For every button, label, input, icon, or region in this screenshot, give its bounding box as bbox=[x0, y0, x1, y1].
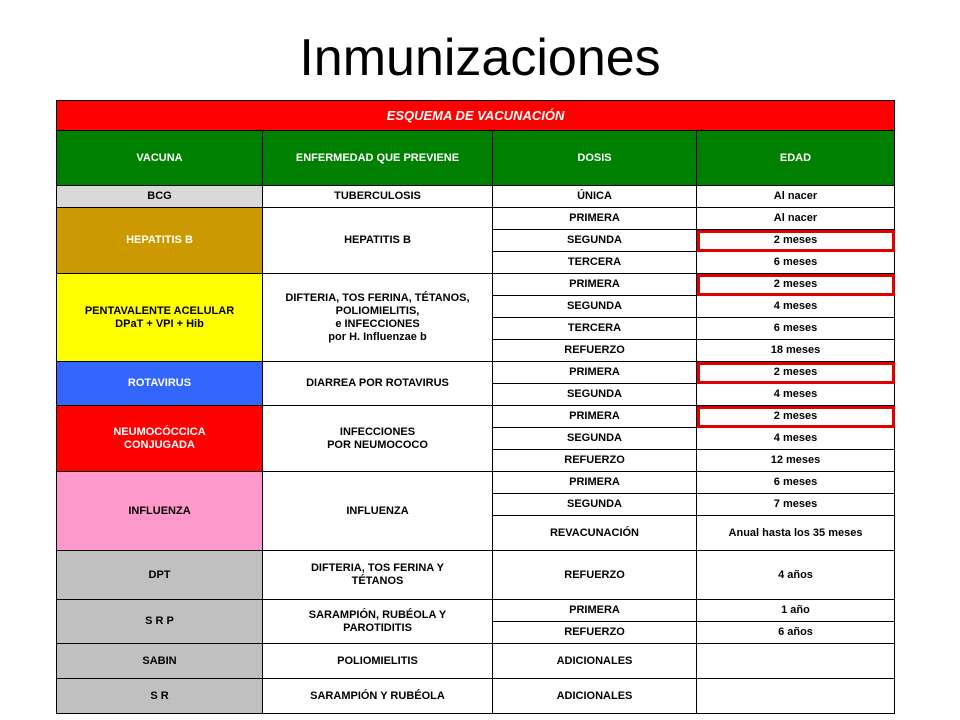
vaccine-cell: INFLUENZA bbox=[57, 472, 263, 551]
dose-cell: ADICIONALES bbox=[493, 644, 697, 679]
header-dosis: DOSIS bbox=[493, 131, 697, 186]
dose-cell: SEGUNDA bbox=[493, 428, 697, 450]
disease-cell: DIARREA POR ROTAVIRUS bbox=[263, 362, 493, 406]
dose-cell: TERCERA bbox=[493, 252, 697, 274]
table-row bbox=[57, 208, 895, 230]
disease-cell: TUBERCULOSIS bbox=[263, 186, 493, 208]
vaccine-cell: SABIN bbox=[57, 644, 263, 679]
dose-cell: PRIMERA bbox=[493, 600, 697, 622]
disease-cell: INFLUENZA bbox=[263, 472, 493, 551]
dose-cell: PRIMERA bbox=[493, 472, 697, 494]
age-cell: 6 meses bbox=[697, 318, 895, 340]
table-row bbox=[57, 644, 895, 679]
disease-cell: SARAMPIÓN Y RUBÉOLA bbox=[263, 679, 493, 714]
age-cell bbox=[697, 644, 895, 679]
disease-cell: HEPATITIS B bbox=[263, 208, 493, 274]
dose-cell: PRIMERA bbox=[493, 208, 697, 230]
dose-cell: REFUERZO bbox=[493, 450, 697, 472]
vaccine-cell: DPT bbox=[57, 551, 263, 600]
dose-cell: PRIMERA bbox=[493, 362, 697, 384]
header-vacuna: VACUNA bbox=[57, 131, 263, 186]
vaccine-cell: S R P bbox=[57, 600, 263, 644]
age-cell-highlighted: 2 meses bbox=[697, 274, 895, 296]
vaccine-cell: HEPATITIS B bbox=[57, 208, 263, 274]
header-enfermedad: ENFERMEDAD QUE PREVIENE bbox=[263, 131, 493, 186]
dose-cell: ADICIONALES bbox=[493, 679, 697, 714]
dose-cell: PRIMERA bbox=[493, 406, 697, 428]
age-cell: 4 meses bbox=[697, 384, 895, 406]
dose-cell: PRIMERA bbox=[493, 274, 697, 296]
age-cell: 6 meses bbox=[697, 472, 895, 494]
table-row bbox=[57, 551, 895, 600]
age-cell-highlighted: 2 meses bbox=[697, 406, 895, 428]
table-row bbox=[57, 472, 895, 494]
disease-cell: DIFTERIA, TOS FERINA, TÉTANOS, POLIOMIELITIS, e INFECCIONES por H. Influenzae b bbox=[263, 274, 493, 362]
age-cell: 1 año bbox=[697, 600, 895, 622]
dose-cell: REFUERZO bbox=[493, 622, 697, 644]
age-cell: 7 meses bbox=[697, 494, 895, 516]
table-row bbox=[57, 186, 895, 208]
age-cell bbox=[697, 679, 895, 714]
vaccine-cell: ROTAVIRUS bbox=[57, 362, 263, 406]
dose-cell: ÚNICA bbox=[493, 186, 697, 208]
vaccination-schedule-table bbox=[56, 100, 895, 714]
age-cell: 6 años bbox=[697, 622, 895, 644]
age-cell: 4 años bbox=[697, 551, 895, 600]
dose-cell: SEGUNDA bbox=[493, 384, 697, 406]
dose-cell: REVACUNACIÓN bbox=[493, 516, 697, 551]
age-cell: 6 meses bbox=[697, 252, 895, 274]
dose-cell: SEGUNDA bbox=[493, 494, 697, 516]
table-row bbox=[57, 274, 895, 296]
table-caption-row bbox=[57, 101, 895, 131]
vaccine-cell: PENTAVALENTE ACELULAR DPaT + VPI + Hib bbox=[57, 274, 263, 362]
age-cell: Anual hasta los 35 meses bbox=[697, 516, 895, 551]
age-cell: Al nacer bbox=[697, 208, 895, 230]
disease-cell: INFECCIONES POR NEUMOCOCO bbox=[263, 406, 493, 472]
age-cell: 12 meses bbox=[697, 450, 895, 472]
vaccine-cell: NEUMOCÓCCICA CONJUGADA bbox=[57, 406, 263, 472]
dose-cell: SEGUNDA bbox=[493, 296, 697, 318]
table-header-row bbox=[57, 131, 895, 186]
dose-cell: SEGUNDA bbox=[493, 230, 697, 252]
dose-cell: REFUERZO bbox=[493, 340, 697, 362]
table-caption: ESQUEMA DE VACUNACIÓN bbox=[57, 101, 895, 131]
vaccine-cell: BCG bbox=[57, 186, 263, 208]
age-cell: 4 meses bbox=[697, 296, 895, 318]
dose-cell: REFUERZO bbox=[493, 551, 697, 600]
age-cell: 18 meses bbox=[697, 340, 895, 362]
disease-cell: SARAMPIÓN, RUBÉOLA Y PAROTIDITIS bbox=[263, 600, 493, 644]
dose-cell: TERCERA bbox=[493, 318, 697, 340]
table-row bbox=[57, 406, 895, 428]
age-cell-highlighted: 2 meses bbox=[697, 362, 895, 384]
age-cell-highlighted: 2 meses bbox=[697, 230, 895, 252]
age-cell: Al nacer bbox=[697, 186, 895, 208]
age-cell: 4 meses bbox=[697, 428, 895, 450]
disease-cell: DIFTERIA, TOS FERINA Y TÉTANOS bbox=[263, 551, 493, 600]
table-row bbox=[57, 362, 895, 384]
disease-cell: POLIOMIELITIS bbox=[263, 644, 493, 679]
page-title: Inmunizaciones bbox=[299, 29, 661, 87]
header-edad: EDAD bbox=[697, 131, 895, 186]
vaccine-cell: S R bbox=[57, 679, 263, 714]
table-row bbox=[57, 600, 895, 622]
table-row bbox=[57, 679, 895, 714]
